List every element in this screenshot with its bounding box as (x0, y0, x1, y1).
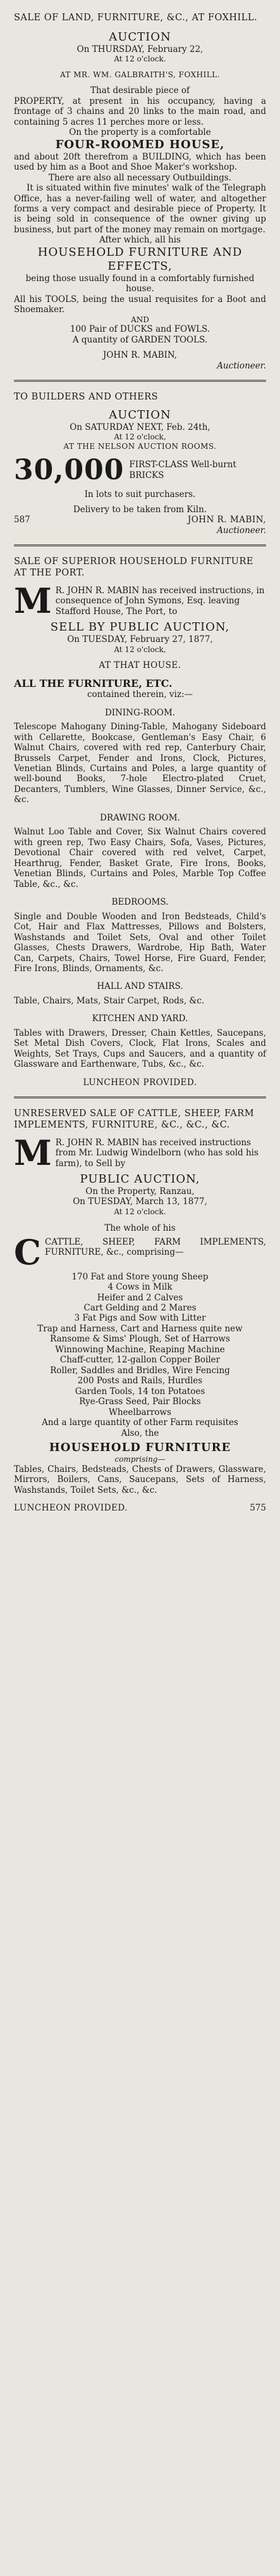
ad-paragraph: CATTLE, SHEEP, FARM IMPLEMENTS, FURNITURE, &c., comprising— (44, 1236, 266, 1258)
ad-furniture-port (14, 556, 266, 1088)
ad-line: Delivery to be taken from Kiln. (73, 504, 207, 515)
list-item: 4 Cows in Milk (107, 1282, 173, 1293)
divider (14, 1096, 266, 1098)
lunch-notice: LUNCHEON PROVIDED. (83, 1077, 197, 1088)
ad-line: AUCTION (109, 30, 171, 44)
list-item: 170 Fat and Store young Sheep (71, 1271, 209, 1282)
ad-line: On the Property, Ranzau, (85, 1186, 195, 1197)
ad-line: On TUESDAY, February 27, 1877, (67, 634, 213, 645)
ad-line: At 12 o'clock. (114, 54, 166, 64)
auctioneer-name: JOHN R. MABIN, (187, 515, 266, 525)
ad-line: There are also all necessary Outbuildings. (48, 172, 232, 183)
drop-cap: M (14, 580, 52, 621)
ad-paragraph: PROPERTY, at present in his occupancy, having a frontage of 3 chains and 20 links to the main road, and containing 5 acres 11 perches more or less. (14, 96, 266, 127)
divider (14, 380, 266, 382)
list-item: Winnowing Machine, Reaping Machine (55, 1344, 225, 1355)
list-item: Wheelbarrows (108, 1407, 172, 1417)
room-contents: Tables with Drawers, Dresser, Chain Kettles, Saucepans, Set Metal Dish Covers, Clock, Flat Irons, Scales and Weights, Set Trays, Cups and Saucers, and a quantity of Glassware and Earthenware, Tubs, &c., &c. (14, 1027, 266, 1070)
ad-paragraph: It is situated within five minutes' walk of the Telegraph Office, has a never-failing well of water, and altogether forms a very compact and desirable piece of Property. It is being sold in consequence of the owner giving up business, but part of the money may remain on mortgage. (14, 183, 266, 235)
room-heading: DINING-ROOM. (104, 707, 176, 718)
ad-line: SELL BY PUBLIC AUCTION, (50, 620, 230, 634)
ad-line: PUBLIC AUCTION, (80, 1172, 200, 1186)
auctioneer-name: JOHN R. MABIN, (102, 350, 178, 361)
ad-land-sale-foxhill (14, 13, 266, 371)
ad-cattle-sale (14, 1109, 266, 1513)
ad-line: At 12 o'clock. (114, 1207, 166, 1216)
ad-line: AT THAT HOUSE. (99, 660, 181, 671)
ad-line: On SATURDAY NEXT, Feb. 24th, (70, 422, 210, 432)
ad-line: AT THE NELSON AUCTION ROOMS. (63, 441, 217, 451)
ad-heading: UNRESERVED SALE OF CATTLE, SHEEP, FARM IMPLEMENTS, FURNITURE, &C., &C., &C. (14, 1109, 255, 1130)
list-item: Cart Gelding and 2 Mares (83, 1302, 197, 1313)
drop-cap: M (14, 1132, 52, 1173)
room-contents: Single and Double Wooden and Iron Bedsteads, Child's Cot, Hair and Flax Mattresses, Pillows and Bolsters, Washstands and Toilet Sets, Oval and other Toilet Glasses, Chests Drawers, Wardrobe, Hip Bath, Water Can, Carpets, Chairs, Towel Horse, Fire Guard, Fender, Fire Irons, Blinds, Ornaments, &c. (14, 911, 266, 974)
ad-intro (14, 580, 266, 621)
item-list (14, 1272, 266, 1439)
room-contents: Table, Chairs, Mats, Stair Carpet, Rods, &c. (14, 995, 205, 1006)
list-item: 3 Fat Pigs and Sow with Litter (74, 1313, 206, 1324)
furniture-contents: Tables, Chairs, Bedsteads, Chests of Drawers, Glassware, Mirrors, Boilers, Cans, Saucepans, Sets of Harness, Washstands, Toilet Sets, &c., &c. (14, 1464, 266, 1495)
cattle-heading (14, 1231, 266, 1272)
list-item: Trap and Harness, Cart and Harness quite new (37, 1323, 243, 1334)
ad-line: After which, all his (99, 235, 181, 246)
ad-line: A quantity of GARDEN TOOLS. (72, 334, 208, 345)
ad-line: ALL THE FURNITURE, ETC. (14, 677, 173, 689)
auctioneer-role: Auctioneer. (217, 525, 266, 536)
ad-ref: 575 (250, 1503, 266, 1514)
comprising-label: comprising— (114, 1455, 166, 1464)
ad-footer (14, 515, 266, 525)
lunch-notice: LUNCHEON PROVIDED. (14, 1503, 128, 1514)
list-item: Ransome & Sims' Plough, Set of Harrows (50, 1334, 230, 1345)
ad-line: AND (131, 315, 149, 324)
ad-builders (14, 392, 266, 536)
ad-paragraph: R. JOHN R. MABIN has received instructions, in consequence of John Symons, Esq. leaving Stafford House, The Port, to (55, 585, 265, 617)
ad-heading: SALE OF SUPERIOR HOUSEHOLD FURNITURE AT THE PORT. (14, 556, 254, 579)
ad-line: The whole of his (104, 1222, 176, 1233)
ad-line: HOUSEHOLD FURNITURE AND EFFECTS, (37, 245, 243, 273)
ad-paragraph: All his TOOLS, being the usual requisites for a Boot and Shoemaker. (14, 294, 266, 315)
room-contents: Telescope Mahogany Dining-Table, Mahogany Sideboard with Cellarette, Bookcase, Gentleman's Easy Chair, 6 Walnut Chairs, covered with red rep, Canterbury Chair, Brussels Carpet, Fender and Irons, Clock, Pictures, Venetian Blinds, Curtains and Poles, a large quantity of well-bound Books, 7-hole Electro-plated Cruet, Decanters, Tumblers, Wine Glasses, Dinner Service, &c., &c. (14, 722, 266, 805)
brick-text: FIRST-CLASS Well-burnt BRICKS (129, 460, 236, 481)
room-heading: KITCHEN AND YARD. (92, 1014, 188, 1024)
list-item: Rye-Grass Seed, Pair Blocks (79, 1397, 201, 1407)
ad-line: On TUESDAY, March 13, 1877, (73, 1197, 207, 1207)
room-heading: HALL AND STAIRS. (97, 981, 183, 992)
ad-paragraph: R. JOHN R. MABIN has received instructions from Mr. Ludwig Windelborn (who has sold his farm), to Sell by (55, 1137, 259, 1169)
household-heading: HOUSEHOLD FURNITURE (49, 1441, 231, 1455)
drop-cap: C (14, 1231, 41, 1272)
list-item: Chaff-cutter, 12-gallon Copper Boiler (59, 1355, 221, 1366)
list-item: Also, the (121, 1428, 159, 1438)
ad-line: 100 Pair of DUCKS and FOWLS. (70, 324, 210, 335)
list-item: Heifer and 2 Calves (97, 1292, 183, 1303)
room-heading: DRAWING ROOM. (100, 812, 180, 823)
ad-intro (14, 1132, 266, 1173)
brick-row (14, 453, 266, 486)
ad-heading: SALE OF LAND, FURNITURE, &C., AT FOXHILL. (14, 13, 258, 23)
list-item: 200 Posts and Rails, Hurdles (77, 1376, 203, 1386)
auctioneer-role: Auctioneer. (217, 360, 266, 371)
ad-line: In lots to suit purchasers. (84, 489, 196, 499)
ad-ref: 587 (14, 515, 30, 525)
ad-heading: TO BUILDERS AND OTHERS (14, 392, 159, 403)
ad-line: That desirable piece of (90, 85, 190, 96)
ad-line: AUCTION (109, 408, 171, 422)
room-contents: Walnut Loo Table and Cover, Six Walnut Chairs covered with green rep, Two Easy Chairs, Sofa, Vases, Pictures, Devotional Chair covered with red velvet, Carpet, Hearthrug, Fender, Basket Grate, Fire Irons, Books, Venetian Blinds, Curtains and Poles, Marble Top Coffee Table, &c., &c. (14, 827, 266, 889)
list-item: And a large quantity of other Farm requisites (42, 1417, 238, 1428)
ad-line: AT MR. WM. GALBRAITH'S, FOXHILL. (59, 70, 221, 79)
divider (14, 544, 266, 546)
ad-line: FOUR-ROOMED HOUSE, (55, 137, 225, 151)
room-heading: BEDROOMS. (111, 897, 169, 908)
ad-line: contained therein, viz:— (87, 689, 193, 700)
ad-footer (14, 1503, 266, 1513)
ad-line: At 12 o'clock, (114, 432, 166, 442)
list-item: Garden Tools, 14 ton Potatoes (75, 1386, 205, 1397)
ad-paragraph: and about 20ft therefrom a BUILDING, which has been used by him as a Boot and Shoe Maker's workshop. (14, 151, 266, 173)
list-item: Roller, Saddles and Bridles, Wire Fencing (50, 1365, 230, 1376)
ad-line: being those usually found in a comfortably furnished house. (25, 273, 255, 294)
ad-line: On THURSDAY, February 22, (76, 44, 204, 54)
ad-line: On the property is a comfortable (69, 127, 211, 138)
ad-line: At 12 o'clock, (114, 644, 166, 654)
brick-count: 30,000 (14, 453, 125, 486)
